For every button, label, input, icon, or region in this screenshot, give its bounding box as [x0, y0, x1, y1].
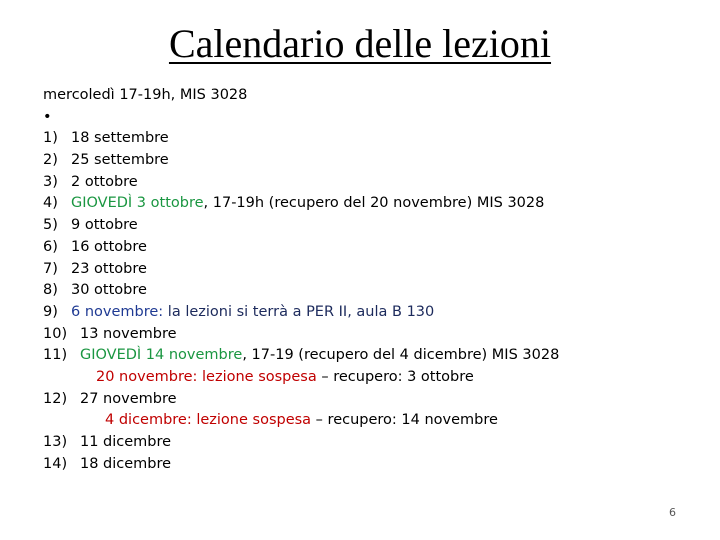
list-item — [43, 324, 559, 346]
page-number: 6 — [669, 506, 676, 519]
slide-title — [0, 20, 720, 67]
recovery-note: – recupero: 14 novembre — [311, 412, 498, 429]
suspended-note: 20 novembre: lezione sospesa — [96, 368, 317, 385]
list-item — [43, 128, 559, 150]
item-number: 2) — [43, 152, 58, 169]
item-date: 18 dicembre — [80, 455, 172, 472]
item-number: 8) — [43, 282, 58, 299]
item-number: 6) — [43, 238, 58, 255]
item-number: 5) — [43, 217, 58, 234]
list-item — [43, 280, 559, 302]
item-date: 16 ottobre — [71, 238, 147, 255]
sub-note — [43, 410, 559, 432]
list-item — [43, 454, 559, 476]
item-number: 4) — [43, 195, 58, 212]
item-detail: , 17-19h (recupero del 20 novembre) MIS 3028 — [203, 195, 545, 212]
item-date: 13 novembre — [80, 325, 177, 342]
item-number: 10) — [43, 325, 68, 342]
item-date: 9 ottobre — [71, 217, 138, 234]
list-item — [43, 302, 559, 324]
slide-title-text: Calendario delle lezioni — [168, 21, 552, 66]
item-number: 13) — [43, 434, 68, 450]
list-item — [43, 193, 559, 215]
list-item — [43, 215, 559, 237]
list-item — [43, 345, 559, 367]
item-date: 23 ottobre — [71, 260, 147, 277]
list-item — [43, 389, 559, 411]
suspended-note: 4 dicembre: lezione sospesa — [105, 412, 312, 429]
schedule-header: mercoledì 17-19h, MIS 3028 — [43, 87, 248, 103]
list-item — [43, 259, 559, 281]
item-highlight-green: GIOVEDÌ 3 ottobre — [71, 195, 204, 212]
item-date-blue: 6 novembre: — [71, 303, 168, 320]
item-location-note: la lezioni si terrà a PER II, aula B 130 — [167, 303, 435, 320]
item-detail: , 17-19 (recupero del 4 dicembre) MIS 3028 — [242, 347, 560, 364]
item-date: 11 dicembre — [80, 434, 172, 450]
item-number: 11) — [43, 347, 68, 364]
item-highlight-green: GIOVEDÌ 14 novembre — [80, 347, 243, 364]
item-date: 18 settembre — [71, 130, 169, 147]
item-date: 2 ottobre — [71, 173, 138, 190]
item-number: 9) — [43, 303, 58, 320]
bullet-mark: • — [43, 108, 52, 125]
sub-note — [43, 367, 559, 389]
item-number: 1) — [43, 130, 58, 147]
item-date: 27 novembre — [80, 390, 177, 407]
list-item — [43, 237, 559, 259]
item-date: 25 settembre — [71, 152, 169, 169]
list-item — [43, 150, 559, 172]
item-number: 14) — [43, 455, 68, 472]
list-item — [43, 172, 559, 194]
item-number: 12) — [43, 390, 68, 407]
list-item — [43, 432, 559, 454]
item-number: 3) — [43, 173, 58, 190]
item-number: 7) — [43, 260, 58, 277]
lesson-list — [43, 85, 559, 475]
item-date: 30 ottobre — [71, 282, 147, 299]
recovery-note: – recupero: 3 ottobre — [316, 368, 474, 385]
